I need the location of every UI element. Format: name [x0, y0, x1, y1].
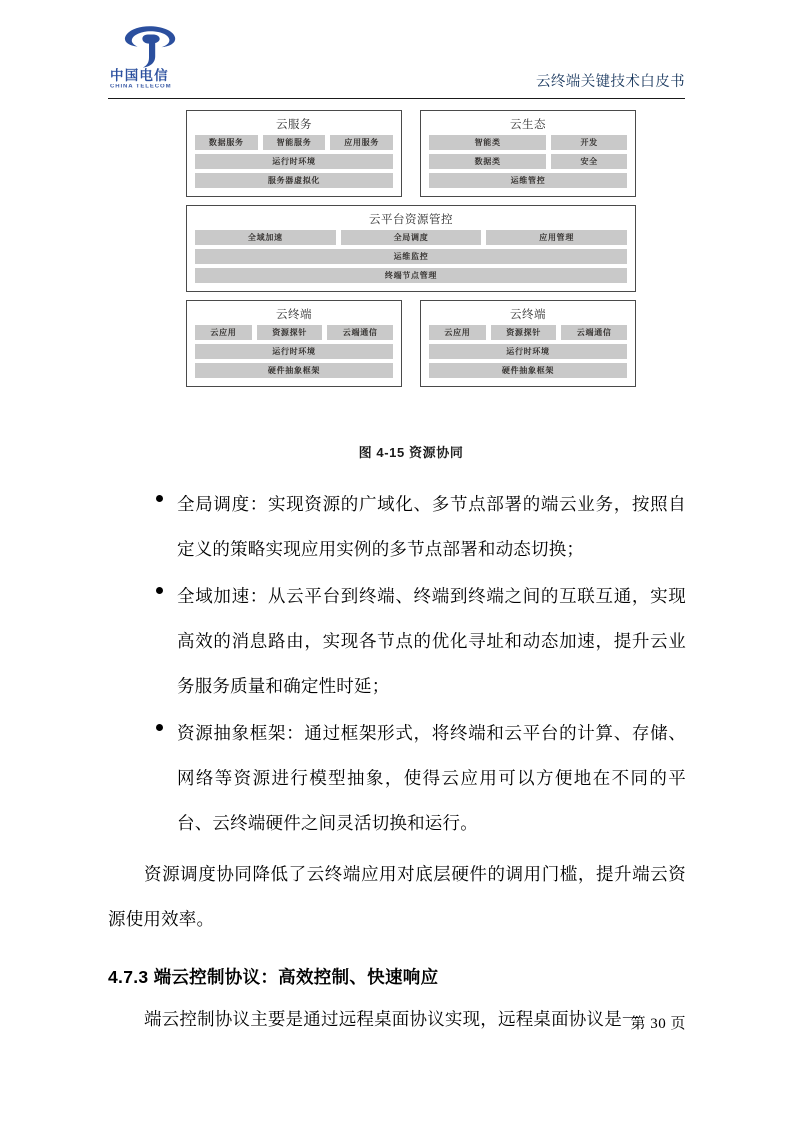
list-item	[108, 711, 686, 846]
bullet-dot-icon	[156, 587, 163, 594]
diagram-cell: 应用管理	[486, 230, 627, 245]
page-number: 第 30 页	[630, 1016, 686, 1032]
diagram-cell: 智能类	[429, 135, 546, 150]
panel-title: 云平台资源管控	[369, 214, 453, 226]
list-item	[108, 574, 686, 709]
panel-cell-row	[195, 173, 393, 188]
list-item	[108, 482, 686, 572]
diagram-cell: 资源探针	[491, 325, 557, 340]
panel-title: 云终端	[510, 309, 546, 321]
diagram-cell: 运维监控	[195, 249, 627, 264]
diagram-cell: 服务器虚拟化	[195, 173, 393, 188]
diagram-row-top	[186, 110, 636, 197]
panel-cloud-terminal-right	[420, 300, 636, 387]
diagram-cell: 全局调度	[341, 230, 482, 245]
resource-collaboration-diagram	[186, 110, 636, 460]
diagram-cell: 运行时环境	[429, 344, 627, 359]
figure-caption: 图 4-15 资源协同	[358, 445, 464, 460]
logo-chinese-text: 中国电信	[110, 68, 169, 83]
panel-cell-row	[429, 154, 627, 169]
panel-cloud-terminal-left	[186, 300, 402, 387]
panel-cell-row	[195, 135, 393, 150]
final-paragraph: 端云控制协议主要是通过远程桌面协议实现，远程桌面协议是一	[144, 1009, 640, 1029]
diagram-cell: 数据类	[429, 154, 546, 169]
logo-english-text: CHINA TELECOM	[110, 84, 172, 90]
panel-cell-row	[429, 344, 627, 359]
page-header	[108, 22, 685, 100]
panel-cell-row	[429, 325, 627, 340]
diagram-cell: 硬件抽象框架	[429, 363, 627, 378]
panel-cell-row	[195, 363, 393, 378]
diagram-cell: 运维管控	[429, 173, 627, 188]
panel-cell-row	[195, 249, 627, 264]
diagram-cell: 资源探针	[257, 325, 323, 340]
bullet-dot-icon	[156, 724, 163, 731]
panel-cell-row	[429, 135, 627, 150]
diagram-cell: 终端节点管理	[195, 268, 627, 283]
list-item-text: 全局调度：实现资源的广域化、多节点部署的端云业务，按照自定义的策略实现应用实例的多节点部署和动态切换；	[177, 494, 686, 559]
list-item-text: 全域加速：从云平台到终端、终端到终端之间的互联互通，实现高效的消息路由，实现各节点的优化寻址和动态加速，提升云业务服务质量和确定性时延；	[177, 586, 686, 696]
diagram-cell: 硬件抽象框架	[195, 363, 393, 378]
diagram-cell: 开发	[551, 135, 627, 150]
diagram-cell: 云应用	[195, 325, 252, 340]
panel-title: 云终端	[276, 309, 312, 321]
diagram-cell: 数据服务	[195, 135, 258, 150]
panel-cloud-service	[186, 110, 402, 197]
bullet-dot-icon	[156, 495, 163, 502]
panel-cell-row	[195, 154, 393, 169]
closing-paragraph: 资源调度协同降低了云终端应用对底层硬件的调用门槛，提升端云资源使用效率。	[108, 864, 686, 929]
diagram-cell: 云应用	[429, 325, 486, 340]
diagram-cell: 安全	[551, 154, 627, 169]
list-item-text: 资源抽象框架：通过框架形式，将终端和云平台的计算、存储、网络等资源进行模型抽象，使得云应用可以方便地在不同的平台、云终端硬件之间灵活切换和运行。	[177, 723, 686, 833]
panel-cloud-ecosystem	[420, 110, 636, 197]
panel-cell-row	[195, 325, 393, 340]
panel-cloud-platform-resource-control	[186, 205, 636, 292]
diagram-cell: 智能服务	[263, 135, 326, 150]
diagram-cell: 云端通信	[327, 325, 393, 340]
page-body	[108, 482, 686, 1042]
diagram-cell: 运行时环境	[195, 344, 393, 359]
brand-logo	[110, 24, 206, 96]
diagram-row-bottom	[186, 300, 636, 387]
section-heading: 4.7.3 端云控制协议：高效控制、快速响应	[108, 967, 439, 987]
header-divider	[108, 98, 685, 99]
diagram-cell: 运行时环境	[195, 154, 393, 169]
panel-cell-row	[429, 173, 627, 188]
panel-cell-row	[195, 344, 393, 359]
diagram-cell: 全域加速	[195, 230, 336, 245]
panel-title: 云服务	[276, 119, 312, 131]
panel-title: 云生态	[510, 119, 546, 131]
page-footer	[108, 1012, 686, 1033]
panel-cell-row	[195, 230, 627, 245]
header-document-title: 云终端关键技术白皮书	[536, 74, 685, 90]
china-telecom-logo-icon	[122, 24, 178, 70]
diagram-cell: 应用服务	[330, 135, 393, 150]
panel-cell-row	[429, 363, 627, 378]
diagram-row-middle	[186, 205, 636, 292]
diagram-cell: 云端通信	[561, 325, 627, 340]
panel-cell-row	[195, 268, 627, 283]
